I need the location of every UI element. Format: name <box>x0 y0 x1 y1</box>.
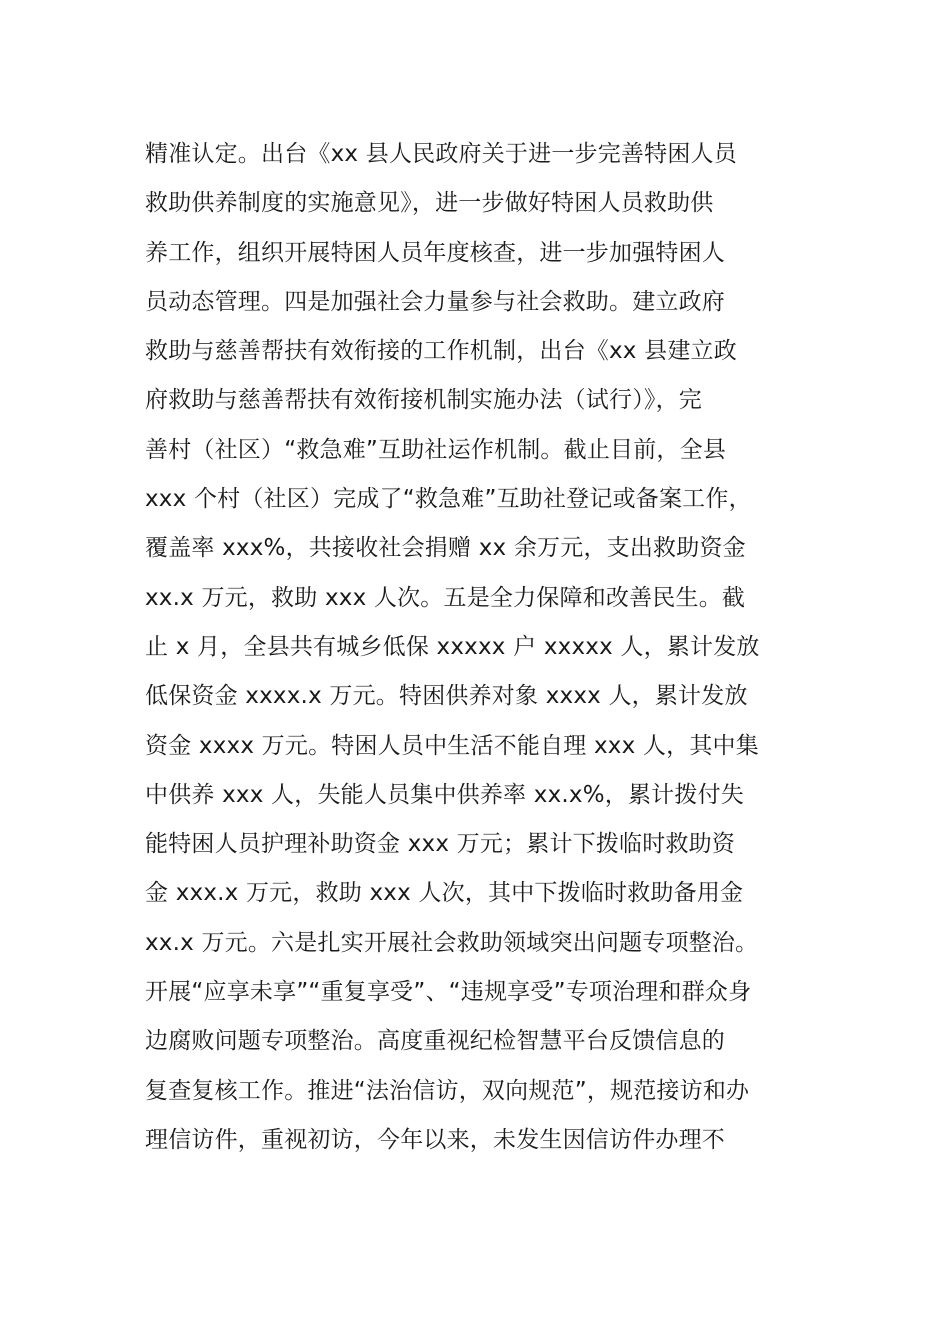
text-line-19: 边腐败问题专项整治。高度重视纪检智慧平台反馈信息的 <box>145 1028 725 1055</box>
text-line-21: 理信访件，重视初访，今年以来，未发生因信访件办理不 <box>145 1126 725 1153</box>
text-line-15: 能特困人员护理补助资金 xxx 万元；累计下拨临时救助资 <box>145 831 736 858</box>
text-line-17: xx.x 万元。六是扎实开展社会救助领域突出问题专项整治。 <box>145 929 759 956</box>
text-line-8: xxx 个村（社区）完成了“救急难”互助社登记或备案工作， <box>145 486 752 513</box>
text-line-5: 救助与慈善帮扶有效衔接的工作机制，出台《xx 县建立政 <box>145 338 737 365</box>
text-line-1: 精准认定。出台《xx 县人民政府关于进一步完善特困人员 <box>145 141 737 167</box>
text-line-18: 开展“应享未享”“重复享受”、“违规享受”专项治理和群众身 <box>145 979 752 1006</box>
text-line-3: 养工作，组织开展特困人员年度核查，进一步加强特困人 <box>145 239 725 266</box>
text-line-10: xx.x 万元，救助 xxx 人次。五是全力保障和改善民生。截 <box>145 584 746 611</box>
text-line-20: 复查复核工作。推进“法治信访，双向规范”，规范接访和办 <box>145 1077 750 1104</box>
body-paragraph <box>145 130 815 1165</box>
text-line-14: 中供养 xxx 人，失能人员集中供养率 xx.x%，累计拨付失 <box>145 781 744 808</box>
text-line-9: 覆盖率 xxx%，共接收社会捐赠 xx 余万元，支出救助资金 <box>145 535 746 562</box>
text-line-6: 府救助与慈善帮扶有效衔接机制实施办法（试行）》，完 <box>145 387 702 414</box>
text-line-16: 金 xxx.x 万元，救助 xxx 人次，其中下拨临时救助备用金 <box>145 880 744 907</box>
text-line-7: 善村（社区）“救急难”互助社运作机制。截止目前，全县 <box>145 436 727 463</box>
text-line-4: 员动态管理。四是加强社会力量参与社会救助。建立政府 <box>145 288 725 315</box>
text-line-2: 救助供养制度的实施意见》，进一步做好特困人员救助供 <box>145 190 714 217</box>
text-line-11: 止 x 月，全县共有城乡低保 xxxxx 户 xxxxx 人，累计发放 <box>145 633 760 660</box>
text-line-12: 低保资金 xxxx.x 万元。特困供养对象 xxxx 人，累计发放 <box>145 683 748 710</box>
text-line-13: 资金 xxxx 万元。特困人员中生活不能自理 xxx 人，其中集 <box>145 732 759 759</box>
